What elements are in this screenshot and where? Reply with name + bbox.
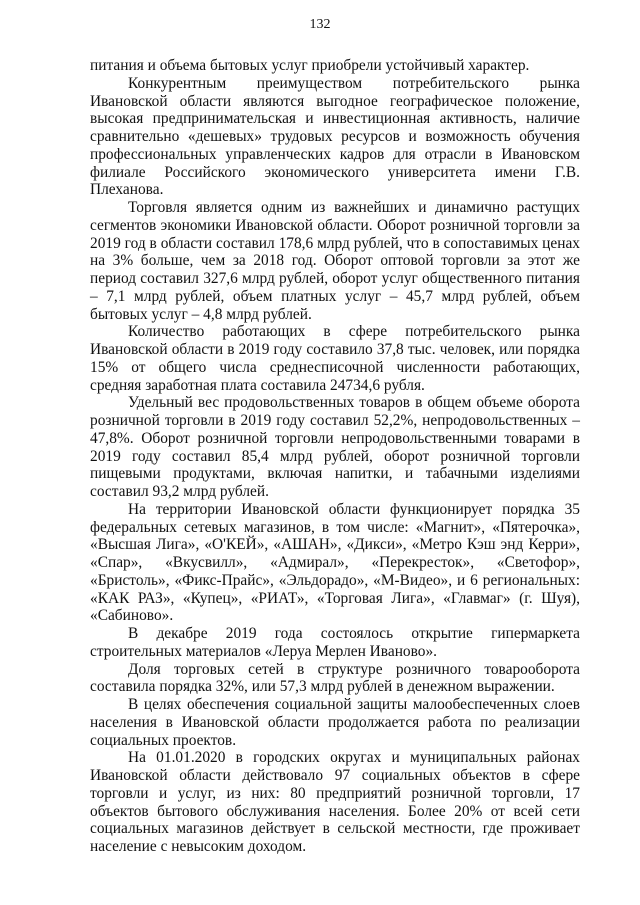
paragraph-hypermarket-opening: В декабре 2019 года состоялось открытие гипермаркета строительных материалов «Леруа Мерлен Иваново». [90, 625, 580, 660]
paragraph-trade-turnover: Торговля является одним из важнейших и динамично растущих сегментов экономики Ивановской области. Оборот розничной торговли за 2019 год в области составил 178,6 млрд рублей, что в сопоставимых ценах на 3% больше, чем за 2018 год. Оборот оптовой торговли за этот же период составил 327,6 млрд рублей, оборот услуг общественного питания – 7,1 млрд рублей, объем платных услуг – 45,7 млрд рублей, объем бытовых услуг – 4,8 млрд рублей. [90, 199, 580, 323]
paragraph-social-objects: На 01.01.2020 в городских округах и муниципальных районах Ивановской области действовало 97 социальных объектов в сфере торговли и услуг, из них: 80 предприятий розничной торговли, 17 объектов бытового обслуживания населения. Более 20% от всей сети социальных магазинов действует в сельской местности, где проживает население с невысоким доходом. [90, 749, 580, 855]
page-number: 132 [309, 17, 331, 32]
paragraph-competitive-advantage: Конкурентным преимуществом потребительского рынка Ивановской области являются выгодное географическое положение, высокая предпринимательская и инвестиционная активность, наличие сравнительно «дешевых» трудовых ресурсов и возможность обучения профессиональных управленческих кадров для отрасли в Ивановском филиале Российского экономического университета имени Г.В. Плеханова. [90, 74, 580, 199]
paragraph-retail-chains: На территории Ивановской области функционирует порядка 35 федеральных сетевых магазинов, в том числе: «Магнит», «Пятерочка», «Высшая Лига», «О'КЕЙ», «АШАН», «Дикси», «Метро Кэш энд Керри», «Спар», «Вкусвилл», «Адмирал», «Перекресток», «Светофор», «Бристоль», «Фикс-Прайс», «Эльдорадо», «М-Видео», и 6 региональных: «КАК РАЗ», «Купец», «РИАТ», «Торговая Лига», «Главмаг» (г. Шуя), «Сабиново». [90, 500, 580, 625]
paragraph-food-share: Удельный вес продовольственных товаров в общем объеме оборота розничной торговли в 2019 году составил 52,2%, непродовольственных – 47,8%. Оборот розничной торговли непродовольственными товарами в 2019 году составил 85,4 млрд рублей, оборот розничной торговли пищевыми продуктами, включая напитки, и табачными изделиями составил 93,2 млрд рублей. [90, 394, 580, 500]
paragraph-continuation: питания и объема бытовых услуг приобрели устойчивый характер. [90, 57, 530, 74]
paragraph-social-protection: В целях обеспечения социальной защиты малообеспеченных слоев населения в Ивановской области продолжается работа по реализации социальных проектов. [90, 696, 580, 749]
paragraph-chain-share: Доля торговых сетей в структуре розничного товарооборота составила порядка 32%, или 57,3 млрд рублей в денежном выражении. [90, 660, 580, 696]
paragraph-employment: Количество работающих в сфере потребительского рынка Ивановской области в 2019 году составило 37,8 тыс. человек, или порядка 15% от общего числа среднесписочной численности работающих, средняя заработная плата составила 24734,6 рубля. [90, 323, 580, 394]
document-body [90, 57, 580, 856]
